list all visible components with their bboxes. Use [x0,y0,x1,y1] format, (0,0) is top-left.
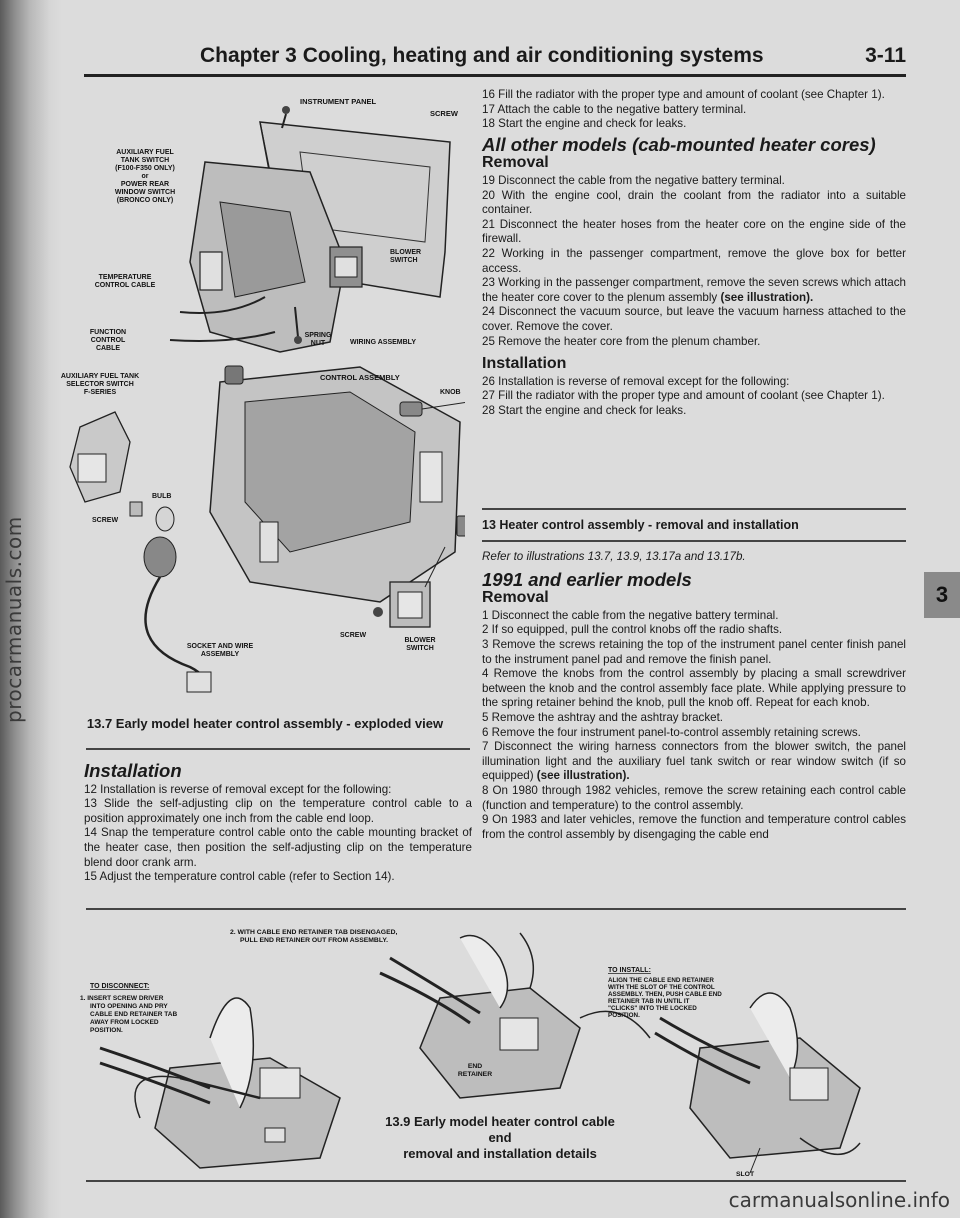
step-7: 7 Disconnect the wiring harness connectors from the blower switch, the panel illumination light and the auxiliary fuel tank switch or rear window switch (if so equipped) (see illustration). [482,740,906,783]
svg-text:SOCKET AND WIRE: SOCKET AND WIRE [186,643,254,650]
svg-text:END: END [467,1063,483,1070]
label-screw-left: SCREW [92,517,119,524]
chapter-tab: 3 [924,572,960,618]
svg-text:SELECTOR SWITCH: SELECTOR SWITCH [66,381,134,388]
svg-text:RETAINER TAB IN UNTIL IT: RETAINER TAB IN UNTIL IT [608,998,690,1005]
step-8: 8 On 1980 through 1982 vehicles, remove the screw retaining each control cable (function and temperature) to the control assembly. [482,783,906,812]
label-step-1 [80,995,177,1034]
label-temperature-control-cable [95,274,156,289]
item-16: 16 Fill the radiator with the proper type and amount of coolant (see Chapter 1). [482,88,885,101]
svg-text:POWER REAR: POWER REAR [120,181,170,188]
item-18: 18 Start the engine and check for leaks. [482,117,687,131]
left-column-rule [86,748,470,750]
step-5: 5 Remove the ashtray and the ashtray bracket. [482,710,724,724]
left-item-12: 12 Installation is reverse of removal except for the following: [84,782,392,796]
bottom-figure-top-rule [86,908,906,910]
svg-text:PULL END RETAINER OUT FROM ASS: PULL END RETAINER OUT FROM ASSEMBLY. [240,937,389,944]
section-13-bottom-rule [482,540,906,542]
step-9: 9 On 1983 and later vehicles, remove the function and temperature control cables from the control assembly by disengaging the cable end [482,813,906,841]
page-number: 3-11 [865,44,906,67]
svg-text:ASSEMBLY. THEN, PUSH CABLE END: ASSEMBLY. THEN, PUSH CABLE END [608,991,722,998]
svg-text:WITH THE SLOT OF THE CONTROL: WITH THE SLOT OF THE CONTROL [608,984,715,991]
left-item-14: 14 Snap the temperature control cable onto the cable mounting bracket of the heater case, then position the self-adjusting clip on the temperature blend door crank arm. [84,826,472,869]
heading-1991-earlier: 1991 and earlier models [482,568,692,590]
svg-text:SPRING: SPRING [304,332,332,339]
left-item-13: 13 Slide the self-adjusting clip on the temperature control cable to a position approximately one inch from the cable end loop. [84,797,472,825]
see-illustration-ref-7: (see illustration). [536,769,630,783]
heading-other-models: All other models (cab-mounted heater cores) [482,133,876,155]
figure-13-7-caption: 13.7 Early model heater control assembly - exploded view [86,716,444,731]
label-bulb: BULB [152,493,172,500]
svg-text:NUT: NUT [310,340,326,347]
left-item-15: 15 Adjust the temperature control cable (refer to Section 14). [84,870,395,884]
svg-text:F-SERIES: F-SERIES [83,389,117,396]
figure-13-7 [60,82,465,702]
figure-13-9-caption [380,1114,620,1162]
footer-watermark: carmanualsonline.info [728,1188,950,1212]
svg-text:BLOWER: BLOWER [390,249,422,256]
side-watermark: procarmanuals.com [2,516,26,724]
svg-text:BLOWER: BLOWER [404,637,436,644]
section-13-body [482,550,906,842]
step-3: 3 Remove the screws retaining the top of the instrument panel center finish panel to the instrument panel pad and remove the finish panel. [482,637,906,666]
refer-illustrations: Refer to illustrations 13.7, 13.9, 13.17a and 13.17b. [482,550,746,563]
svg-text:(BRONCO ONLY): (BRONCO ONLY) [116,197,174,204]
label-screw-bottom: SCREW [340,632,367,639]
item-25: 25 Remove the heater core from the plenum chamber. [482,334,761,348]
svg-text:POSITION.: POSITION. [608,1012,640,1019]
svg-text:ASSEMBLY: ASSEMBLY [200,651,240,658]
label-control-assembly: CONTROL ASSEMBLY [320,373,400,382]
svg-text:CABLE END RETAINER TAB: CABLE END RETAINER TAB [90,1011,178,1018]
label-knob: KNOB [440,389,461,396]
step-6: 6 Remove the four instrument panel-to-control assembly retaining screws. [482,725,861,739]
item-20: 20 With the engine cool, drain the coolant from the radiator into a suitable container. [482,188,906,217]
label-wiring-assembly: WIRING ASSEMBLY [350,339,416,346]
label-socket-wire-assembly [187,643,254,658]
svg-text:ALIGN THE CABLE END RETAINER: ALIGN THE CABLE END RETAINER [608,977,714,984]
svg-text:AUXILIARY FUEL: AUXILIARY FUEL [116,149,174,156]
installation-heading-left: Installation [84,760,182,781]
caption-139-line-2: removal and installation details [403,1146,597,1161]
item-26: 26 Installation is reverse of removal except for the following: [482,374,790,388]
removal-heading-2: Removal [482,589,549,607]
label-to-disconnect: TO DISCONNECT: [90,983,150,990]
step-1: 1 Disconnect the cable from the negative battery terminal. [482,608,779,622]
exploded-view-drawing [60,82,465,702]
item-28: 28 Start the engine and check for leaks. [482,403,687,417]
svg-text:TEMPERATURE: TEMPERATURE [98,274,152,281]
step-2: 2 If so equipped, pull the control knobs off the radio shafts. [482,623,783,637]
page-header [84,44,906,77]
item-19: 19 Disconnect the cable from the negative battery terminal. [482,173,785,187]
label-function-control-cable [90,329,126,352]
left-column [84,758,472,885]
item-23: 23 Working in the passenger compartment, remove the seven screws which attach the heater core cover to the plenum assembly (see illustration). [482,276,906,304]
svg-text:FUNCTION: FUNCTION [89,329,127,336]
section-13-top-rule [482,508,906,510]
svg-text:AWAY FROM LOCKED: AWAY FROM LOCKED [90,1019,159,1026]
label-aux-fuel-tank-switch [115,149,175,204]
chapter-title: Chapter 3 Cooling, heating and air conditioning systems [200,44,764,67]
see-illustration-ref-23: (see illustration). [720,290,814,304]
label-install-instructions [608,977,722,1019]
svg-text:1. INSERT SCREW DRIVER: 1. INSERT SCREW DRIVER [80,995,164,1002]
removal-heading-1: Removal [482,154,549,172]
section-13-title: 13 Heater control assembly - removal and installation [482,518,799,532]
step-4: 4 Remove the knobs from the control assembly by placing a small screwdriver between the knob and the control assembly face plate. While applying pressure to the spring retainer behind the knob, pull the knob off. Repeat for each knob. [482,667,906,710]
item-27: 27 Fill the radiator with the proper type and amount of coolant (see Chapter 1). [482,389,885,403]
installation-heading-1: Installation [482,355,567,373]
section-13-header [482,518,906,533]
right-column [482,88,906,418]
item-21: 21 Disconnect the heater hoses from the heater core on the engine side of the firewall. [482,217,906,246]
label-blower-switch-top [390,249,421,264]
label-screw-top: SCREW [430,109,458,118]
item-22: 22 Working in the passenger compartment, remove the glove box for better access. [482,246,906,275]
item-24: 24 Disconnect the vacuum source, but leave the vacuum harness attached to the cover. Remove the cover. [482,305,906,333]
svg-text:SWITCH: SWITCH [390,257,418,264]
item-17: 17 Attach the cable to the negative battery terminal. [482,102,747,116]
svg-text:WINDOW SWITCH: WINDOW SWITCH [114,189,176,196]
svg-text:POSITION.: POSITION. [90,1027,123,1034]
label-step-2 [230,929,398,944]
svg-text:(F100-F350 ONLY): (F100-F350 ONLY) [115,165,175,172]
caption-139-line-1: 13.9 Early model heater control cable end [385,1114,615,1145]
svg-text:INTO OPENING AND PRY: INTO OPENING AND PRY [90,1003,168,1010]
svg-text:2. WITH CABLE END RETAINER TAB: 2. WITH CABLE END RETAINER TAB DISENGAGED, [230,929,398,936]
label-aux-fuel-selector [61,373,139,396]
svg-text:SWITCH: SWITCH [406,645,434,652]
svg-text:CONTROL CABLE: CONTROL CABLE [94,282,156,289]
svg-text:"CLICKS" INTO THE LOCKED: "CLICKS" INTO THE LOCKED [608,1005,697,1012]
bottom-rule [86,1180,906,1182]
label-blower-switch-bottom [404,637,435,652]
svg-text:AUXILIARY FUEL TANK: AUXILIARY FUEL TANK [60,373,140,380]
svg-text:CABLE: CABLE [95,345,121,352]
label-slot: SLOT [736,1171,755,1178]
svg-text:or: or [141,173,149,180]
svg-text:TANK SWITCH: TANK SWITCH [120,157,170,164]
svg-text:CONTROL: CONTROL [90,337,126,344]
label-to-install: TO INSTALL: [608,967,651,974]
svg-text:RETAINER: RETAINER [457,1071,493,1078]
label-instrument-panel: INSTRUMENT PANEL [300,97,377,106]
